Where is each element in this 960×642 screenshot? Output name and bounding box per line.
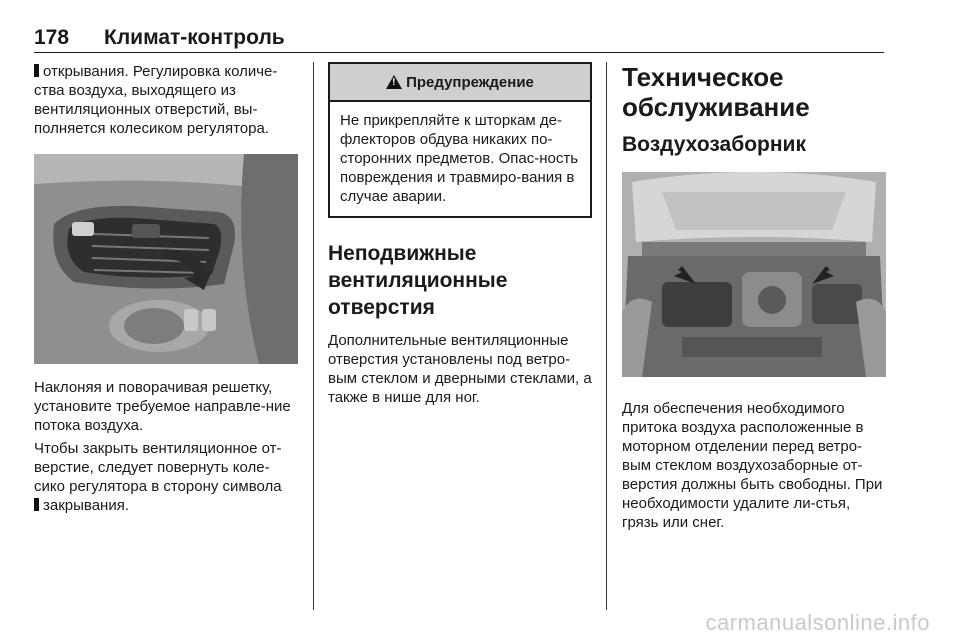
column-divider [606, 62, 607, 610]
section-title: Климат-контроль [104, 26, 285, 49]
watermark: carmanualsonline.info [705, 610, 930, 635]
air-intake-paragraph: Для обеспечения необходимого притока воздуха расположенные в моторном отделении перед ветро-вым стеклом воздухозаборные от-верстия должны быть свободны. При необходимости удалите ли-стья, грязь или снег. [622, 400, 883, 531]
close-paragraph: Чтобы закрыть вентиляционное от-верстие, следует повернуть коле-сико регулятора в сторону символа закрывания. [34, 440, 282, 514]
page-number: 178 [34, 26, 70, 49]
column-1 [34, 62, 298, 515]
fixed-vents-heading: Неподвижные вентиляционные отверстия [328, 242, 508, 319]
air-vent-photo [34, 154, 298, 364]
column-3 [622, 62, 886, 532]
warning-box [328, 62, 592, 218]
open-symbol-icon [34, 64, 39, 77]
column-divider [313, 62, 314, 610]
closed-symbol-icon [34, 498, 39, 511]
maintenance-heading: Техническое обслуживание [622, 62, 810, 122]
warning-triangle-icon [386, 75, 402, 89]
engine-bay-photo [622, 172, 886, 377]
warning-header: ! Предупреждение [330, 64, 590, 102]
fixed-vents-paragraph: Дополнительные вентиляционные отверстия установлены под ветро-вым стеклом и дверными стеклами, а также в нише для ног. [328, 332, 592, 406]
intro-paragraph: открывания. Регулировка количе-ства воздуха, выходящего из вентиляционных отверстий, вы-полняется колесиком регулятора. [34, 63, 278, 137]
warning-text: Не прикрепляйте к шторкам де-флекторов обдува никаких по-сторонних предметов. Опас-ность повреждения и травмиро-вания в случае аварии. [340, 112, 579, 205]
air-intake-heading: Воздухозаборник [622, 133, 806, 156]
page-header [34, 26, 884, 53]
adjust-paragraph: Наклоняя и поворачивая решетку, установите требуемое направле-ние потока воздуха. [34, 379, 291, 434]
column-2 [328, 62, 592, 407]
